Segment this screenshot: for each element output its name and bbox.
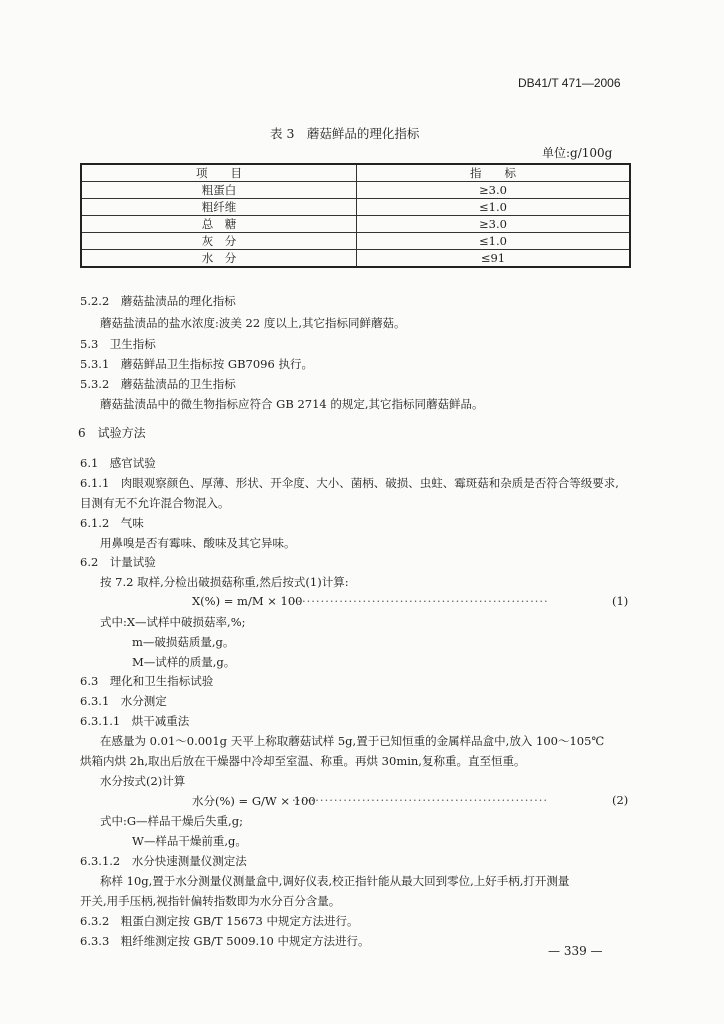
formula-1: X(%) = m/M × 100 [192,594,303,608]
paragraph: 在感量为 0.01～0.001g 天平上称取蘑菇试样 5g,置于已知恒重的金属样品盒中,放入 100～105℃ [100,734,605,748]
formula-leader-dots: ························································ [288,594,549,608]
section-heading: 5.3 卫生指标 [80,337,156,351]
table-row [81,216,630,233]
section-heading: 5.3.2 蘑菇盐渍品的卫生指标 [80,377,236,391]
table-cell: 粗纤维 [81,199,357,216]
formula-leader-dots: ······················································· [292,793,549,807]
section-heading: 6.3.1.1 烘干减重法 [80,714,190,728]
paragraph: 开关,用手压柄,视指针偏转指数即为水分百分含量。 [80,894,341,908]
formula-variable: W—样品干燥前重,g。 [132,834,247,848]
paragraph: 水分按式(2)计算 [100,774,186,788]
paragraph: 烘箱内烘 2h,取出后放在干燥器中冷却至室温、称重。再烘 30min,复称重。直至恒重。 [80,754,526,768]
table-header-row [81,164,630,182]
formula-2: 水分(%) = G/W × 100 [192,794,316,808]
section-heading: 6.3.1 水分测定 [80,694,167,708]
section-heading: 6.3.2 粗蛋白测定按 GB/T 15673 中规定方法进行。 [80,914,359,928]
document-code: DB41/T 471—2006 [518,76,621,90]
paragraph: 用鼻嗅是否有霉味、酸味及其它异味。 [100,536,296,550]
section-heading: 6.3.1.2 水分快速测量仪测定法 [80,854,247,868]
formula-where: 式中:G—样品干燥后失重,g; [100,814,243,828]
section-heading: 6.1 感官试验 [80,456,156,470]
table-cell: ≤1.0 [357,233,631,250]
formula-where: 式中:X—试样中破损菇率,%; [100,615,246,629]
paragraph: 称样 10g,置于水分测量仪测量盒中,调好仪表,校正指针能从最大回到零位,上好手柄,打开测量 [100,874,570,888]
paragraph: 蘑菇盐渍品中的微生物指标应符合 GB 2714 的规定,其它指标同蘑菇鲜品。 [100,397,484,411]
table-unit: 单位:g/100g [542,146,613,160]
table-row [81,250,630,268]
paragraph: 按 7.2 取样,分检出破损菇称重,然后按式(1)计算: [100,575,349,589]
formula-variable: m—破损菇质量,g。 [132,635,235,649]
column-header-item: 项 目 [81,164,357,182]
table-cell: 总 糖 [81,216,357,233]
table-cell: 灰 分 [81,233,357,250]
section-heading: 6.3.3 粗纤维测定按 GB/T 5009.10 中规定方法进行。 [80,934,370,948]
paragraph: 6.1.1 肉眼观察颜色、厚薄、形状、开伞度、大小、菌柄、破损、虫蛀、霉斑菇和杂质是否符合等级要求, [80,476,619,490]
paragraph: 目测有无不允许混合物混入。 [80,496,230,510]
formula-variable: M—试样的质量,g。 [132,655,236,669]
column-header-indicator: 指 标 [357,164,631,182]
formula-number: (2) [612,793,629,807]
page-number: — 339 — [548,944,603,958]
table-row [81,233,630,250]
table-row [81,182,630,199]
table-cell: 粗蛋白 [81,182,357,199]
table-title: 表 3 蘑菇鲜品的理化指标 [270,126,420,141]
section-heading: 6.3 理化和卫生指标试验 [80,674,214,688]
table-cell: ≥3.0 [357,216,631,233]
table-cell: 水 分 [81,250,357,268]
paragraph: 蘑菇盐渍品的盐水浓度:波美 22 度以上,其它指标同鲜蘑菇。 [100,316,406,330]
table-cell: ≤91 [357,250,631,268]
chapter-heading: 6 试验方法 [78,426,146,440]
table-cell: ≥3.0 [357,182,631,199]
indicator-table [80,163,631,268]
section-heading: 5.2.2 蘑菇盐渍品的理化指标 [80,294,236,308]
section-heading: 6.2 计量试验 [80,555,156,569]
table-cell: ≤1.0 [357,199,631,216]
section-heading: 5.3.1 蘑菇鲜品卫生指标按 GB7096 执行。 [80,357,313,371]
formula-number: (1) [612,594,629,608]
table-row [81,199,630,216]
section-heading: 6.1.2 气味 [80,516,144,530]
